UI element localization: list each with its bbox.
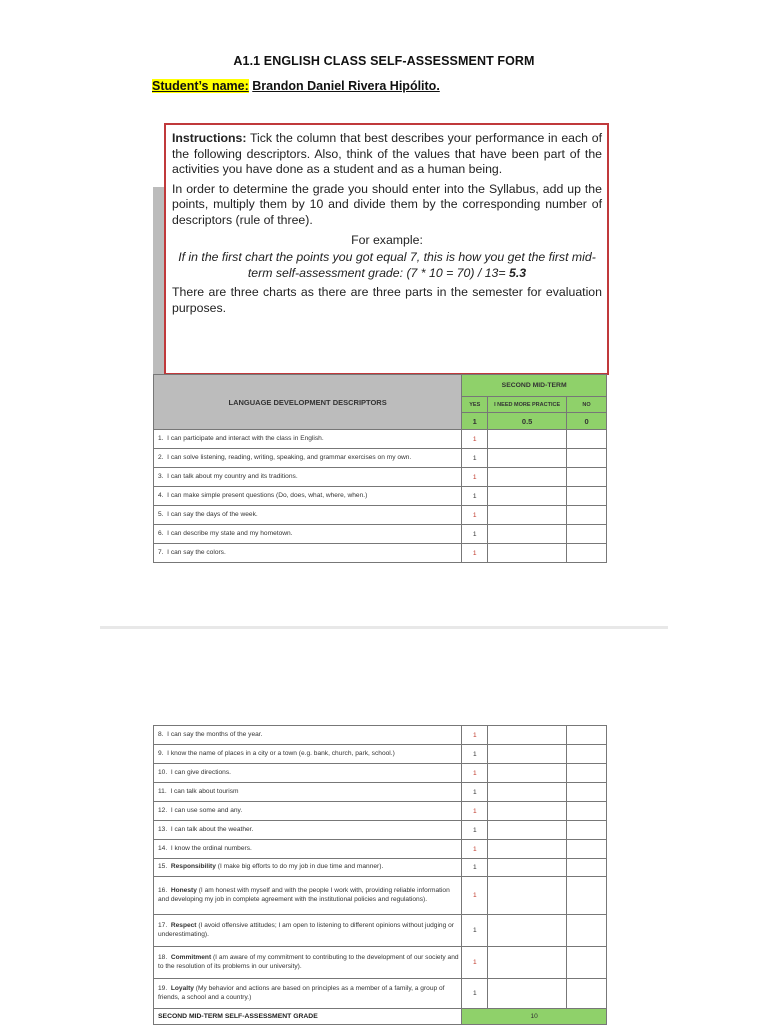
yes-point-cell: 1 xyxy=(462,783,488,802)
yes-column-header: YES xyxy=(462,397,488,413)
descriptor-number: 17. xyxy=(158,921,171,929)
instructions-box xyxy=(164,123,609,375)
yes-point-cell: 1 xyxy=(462,877,488,915)
descriptor-cell xyxy=(154,544,462,563)
yes-point-cell: 1 xyxy=(462,979,488,1009)
student-name: Brandon Daniel Rivera Hipólito. xyxy=(252,79,440,93)
descriptor-text: I can say the months of the year. xyxy=(167,730,263,738)
student-name-label: Student’s name: xyxy=(152,79,249,93)
descriptor-number: 13. xyxy=(158,825,171,833)
no-value: 0 xyxy=(567,413,607,430)
descriptor-text: (I avoid offensive attitudes; I am open to listening to different opinions without judging or underestimating). xyxy=(158,921,454,938)
yes-point-cell: 1 xyxy=(462,821,488,840)
instructions-paragraph-2: In order to determine the grade you should enter into the Syllabus, add up the points, multiply them by 10 and divide them by the corresponding number of descriptors (rule of three). xyxy=(172,181,602,227)
yes-point-cell: 1 xyxy=(462,745,488,764)
descriptor-number: 6. xyxy=(158,529,168,537)
grade-label: SECOND MID-TERM SELF-ASSESSMENT GRADE xyxy=(154,1009,462,1025)
descriptor-text: I know the ordinal numbers. xyxy=(170,844,252,852)
yes-point-cell: 1 xyxy=(462,915,488,947)
descriptor-cell xyxy=(154,783,462,802)
descriptor-cell xyxy=(154,764,462,783)
descriptor-value-name: Loyalty xyxy=(170,984,196,992)
no-point-cell xyxy=(567,783,607,802)
yes-point-cell: 1 xyxy=(462,525,488,544)
no-point-cell xyxy=(567,487,607,506)
practice-point-cell xyxy=(488,859,567,877)
practice-point-cell xyxy=(488,525,567,544)
descriptor-cell xyxy=(154,915,462,947)
practice-point-cell xyxy=(488,726,567,745)
yes-point-cell: 1 xyxy=(462,840,488,859)
descriptor-text: I can describe my state and my hometown. xyxy=(167,529,293,537)
descriptor-number: 5. xyxy=(158,510,168,518)
descriptor-text: I can participate and interact with the class in English. xyxy=(167,434,324,442)
descriptor-cell xyxy=(154,979,462,1009)
descriptors-table-part-1 xyxy=(153,374,607,563)
descriptor-cell xyxy=(154,947,462,979)
no-point-cell xyxy=(567,979,607,1009)
descriptor-cell xyxy=(154,430,462,449)
descriptor-number: 15. xyxy=(158,863,171,871)
descriptor-text: (I am aware of my commitment to contributing to the development of our society and to the resolution of its problems in our university). xyxy=(158,953,459,970)
descriptor-text: I can give directions. xyxy=(170,768,231,776)
descriptor-text: I can make simple present questions (Do, does, what, where, when.) xyxy=(167,491,368,499)
table-row xyxy=(154,487,607,506)
descriptor-number: 11. xyxy=(158,787,171,795)
descriptor-value-name: Respect xyxy=(170,921,199,929)
instructions-paragraph-1 xyxy=(172,131,602,178)
descriptor-cell xyxy=(154,802,462,821)
yes-point-cell: 1 xyxy=(462,802,488,821)
descriptor-cell xyxy=(154,506,462,525)
practice-point-cell xyxy=(488,802,567,821)
practice-column-header: I NEED MORE PRACTICE xyxy=(488,397,567,413)
descriptor-text: I can solve listening, reading, writing, speaking, and grammar exercises on my own. xyxy=(167,453,412,461)
descriptor-text: I can say the days of the week. xyxy=(167,510,258,518)
descriptor-number: 7. xyxy=(158,548,168,556)
grade-value: 10 xyxy=(462,1009,607,1025)
practice-value: 0.5 xyxy=(488,413,567,430)
descriptor-cell xyxy=(154,840,462,859)
descriptor-number: 12. xyxy=(158,806,171,814)
no-point-cell xyxy=(567,859,607,877)
no-point-cell xyxy=(567,506,607,525)
instructions-p1-text: Tick the column that best describes your performance in each of the following descriptors. Also, think of the values that have been part of the activities you have done as a student and as a human being. xyxy=(172,131,602,177)
descriptor-text: I can talk about the weather. xyxy=(170,825,254,833)
descriptor-number: 19. xyxy=(158,984,171,992)
no-point-cell xyxy=(567,430,607,449)
practice-point-cell xyxy=(488,783,567,802)
yes-value: 1 xyxy=(462,413,488,430)
table-row xyxy=(154,877,607,915)
practice-point-cell xyxy=(488,877,567,915)
descriptor-cell xyxy=(154,525,462,544)
yes-point-cell: 1 xyxy=(462,726,488,745)
instructions-paragraph-3: There are three charts as there are three parts in the semester for evaluation purposes. xyxy=(172,285,602,315)
form-title: A1.1 ENGLISH CLASS SELF-ASSESSMENT FORM xyxy=(233,54,535,68)
practice-point-cell xyxy=(488,430,567,449)
descriptor-column-header: LANGUAGE DEVELOPMENT DESCRIPTORS xyxy=(154,375,462,430)
descriptor-text: (My behavior and actions are based on principles as a member of a family, a group of friends, a school and a country.) xyxy=(158,984,445,1001)
descriptor-cell xyxy=(154,468,462,487)
yes-point-cell: 1 xyxy=(462,859,488,877)
page-divider xyxy=(100,626,668,629)
yes-point-cell: 1 xyxy=(462,468,488,487)
table-row xyxy=(154,745,607,764)
practice-point-cell xyxy=(488,947,567,979)
descriptor-text: I can say the colors. xyxy=(167,548,226,556)
no-point-cell xyxy=(567,449,607,468)
yes-point-cell: 1 xyxy=(462,544,488,563)
no-point-cell xyxy=(567,802,607,821)
descriptor-cell xyxy=(154,449,462,468)
table-row xyxy=(154,979,607,1009)
descriptor-text: (I am honest with myself and with the people I work with, providing reliable information and developing my job in complete agreement with the institutional policies and regulations). xyxy=(158,886,450,903)
no-point-cell xyxy=(567,726,607,745)
example-result: 5.3 xyxy=(509,265,527,280)
descriptor-text: I can talk about tourism xyxy=(170,787,239,795)
descriptor-value-name: Honesty xyxy=(170,886,199,894)
no-point-cell xyxy=(567,821,607,840)
descriptor-cell xyxy=(154,487,462,506)
practice-point-cell xyxy=(488,745,567,764)
table-row xyxy=(154,859,607,877)
practice-point-cell xyxy=(488,840,567,859)
yes-point-cell: 1 xyxy=(462,487,488,506)
no-point-cell xyxy=(567,468,607,487)
yes-point-cell: 1 xyxy=(462,764,488,783)
example-label: For example: xyxy=(351,232,423,247)
descriptor-text: I know the name of places in a city or a town (e.g. bank, church, park, school.) xyxy=(167,749,395,757)
table-row xyxy=(154,840,607,859)
table-row xyxy=(154,506,607,525)
student-line xyxy=(152,79,440,93)
practice-point-cell xyxy=(488,915,567,947)
no-column-header: NO xyxy=(567,397,607,413)
instructions-heading: Instructions: xyxy=(172,131,247,145)
no-point-cell xyxy=(567,915,607,947)
descriptor-number: 9. xyxy=(158,749,168,757)
example-text xyxy=(172,250,602,281)
practice-point-cell xyxy=(488,468,567,487)
table-row xyxy=(154,468,607,487)
descriptor-cell xyxy=(154,726,462,745)
yes-point-cell: 1 xyxy=(462,947,488,979)
table-row xyxy=(154,525,607,544)
table-row xyxy=(154,783,607,802)
descriptor-cell xyxy=(154,745,462,764)
practice-point-cell xyxy=(488,544,567,563)
descriptor-cell xyxy=(154,821,462,840)
no-point-cell xyxy=(567,764,607,783)
descriptor-cell xyxy=(154,877,462,915)
table-row xyxy=(154,449,607,468)
descriptor-number: 2. xyxy=(158,453,168,461)
table-row xyxy=(154,802,607,821)
table-row xyxy=(154,915,607,947)
descriptor-number: 3. xyxy=(158,472,168,480)
descriptor-number: 8. xyxy=(158,730,168,738)
table-row xyxy=(154,821,607,840)
descriptor-number: 14. xyxy=(158,844,171,852)
table-row xyxy=(154,764,607,783)
descriptor-text: (I make big efforts to do my job in due time and manner). xyxy=(217,863,384,871)
practice-point-cell xyxy=(488,979,567,1009)
yes-point-cell: 1 xyxy=(462,430,488,449)
yes-point-cell: 1 xyxy=(462,506,488,525)
descriptor-value-name: Responsibility xyxy=(170,863,218,871)
example-formula: If in the first chart the points you got equal 7, this is how you get the first mid-term self-assessment grade: (7 * 10 = 70) / 13= xyxy=(178,250,596,280)
no-point-cell xyxy=(567,877,607,915)
practice-point-cell xyxy=(488,764,567,783)
no-point-cell xyxy=(567,745,607,764)
term-header: SECOND MID-TERM xyxy=(462,375,607,397)
table-row xyxy=(154,430,607,449)
table-row xyxy=(154,947,607,979)
practice-point-cell xyxy=(488,506,567,525)
practice-point-cell xyxy=(488,487,567,506)
no-point-cell xyxy=(567,525,607,544)
descriptor-value-name: Commitment xyxy=(170,953,213,961)
yes-point-cell: 1 xyxy=(462,449,488,468)
descriptor-number: 1. xyxy=(158,434,168,442)
practice-point-cell xyxy=(488,449,567,468)
descriptor-number: 10. xyxy=(158,768,171,776)
descriptor-text: I can use some and any. xyxy=(170,806,243,814)
table-row xyxy=(154,726,607,745)
descriptor-text: I can talk about my country and its traditions. xyxy=(167,472,298,480)
practice-point-cell xyxy=(488,821,567,840)
descriptors-table-part-2 xyxy=(153,725,607,1025)
no-point-cell xyxy=(567,947,607,979)
table-row xyxy=(154,544,607,563)
no-point-cell xyxy=(567,840,607,859)
descriptor-number: 16. xyxy=(158,886,171,894)
no-point-cell xyxy=(567,544,607,563)
descriptor-number: 18. xyxy=(158,953,171,961)
descriptor-number: 4. xyxy=(158,491,168,499)
descriptor-cell xyxy=(154,859,462,877)
